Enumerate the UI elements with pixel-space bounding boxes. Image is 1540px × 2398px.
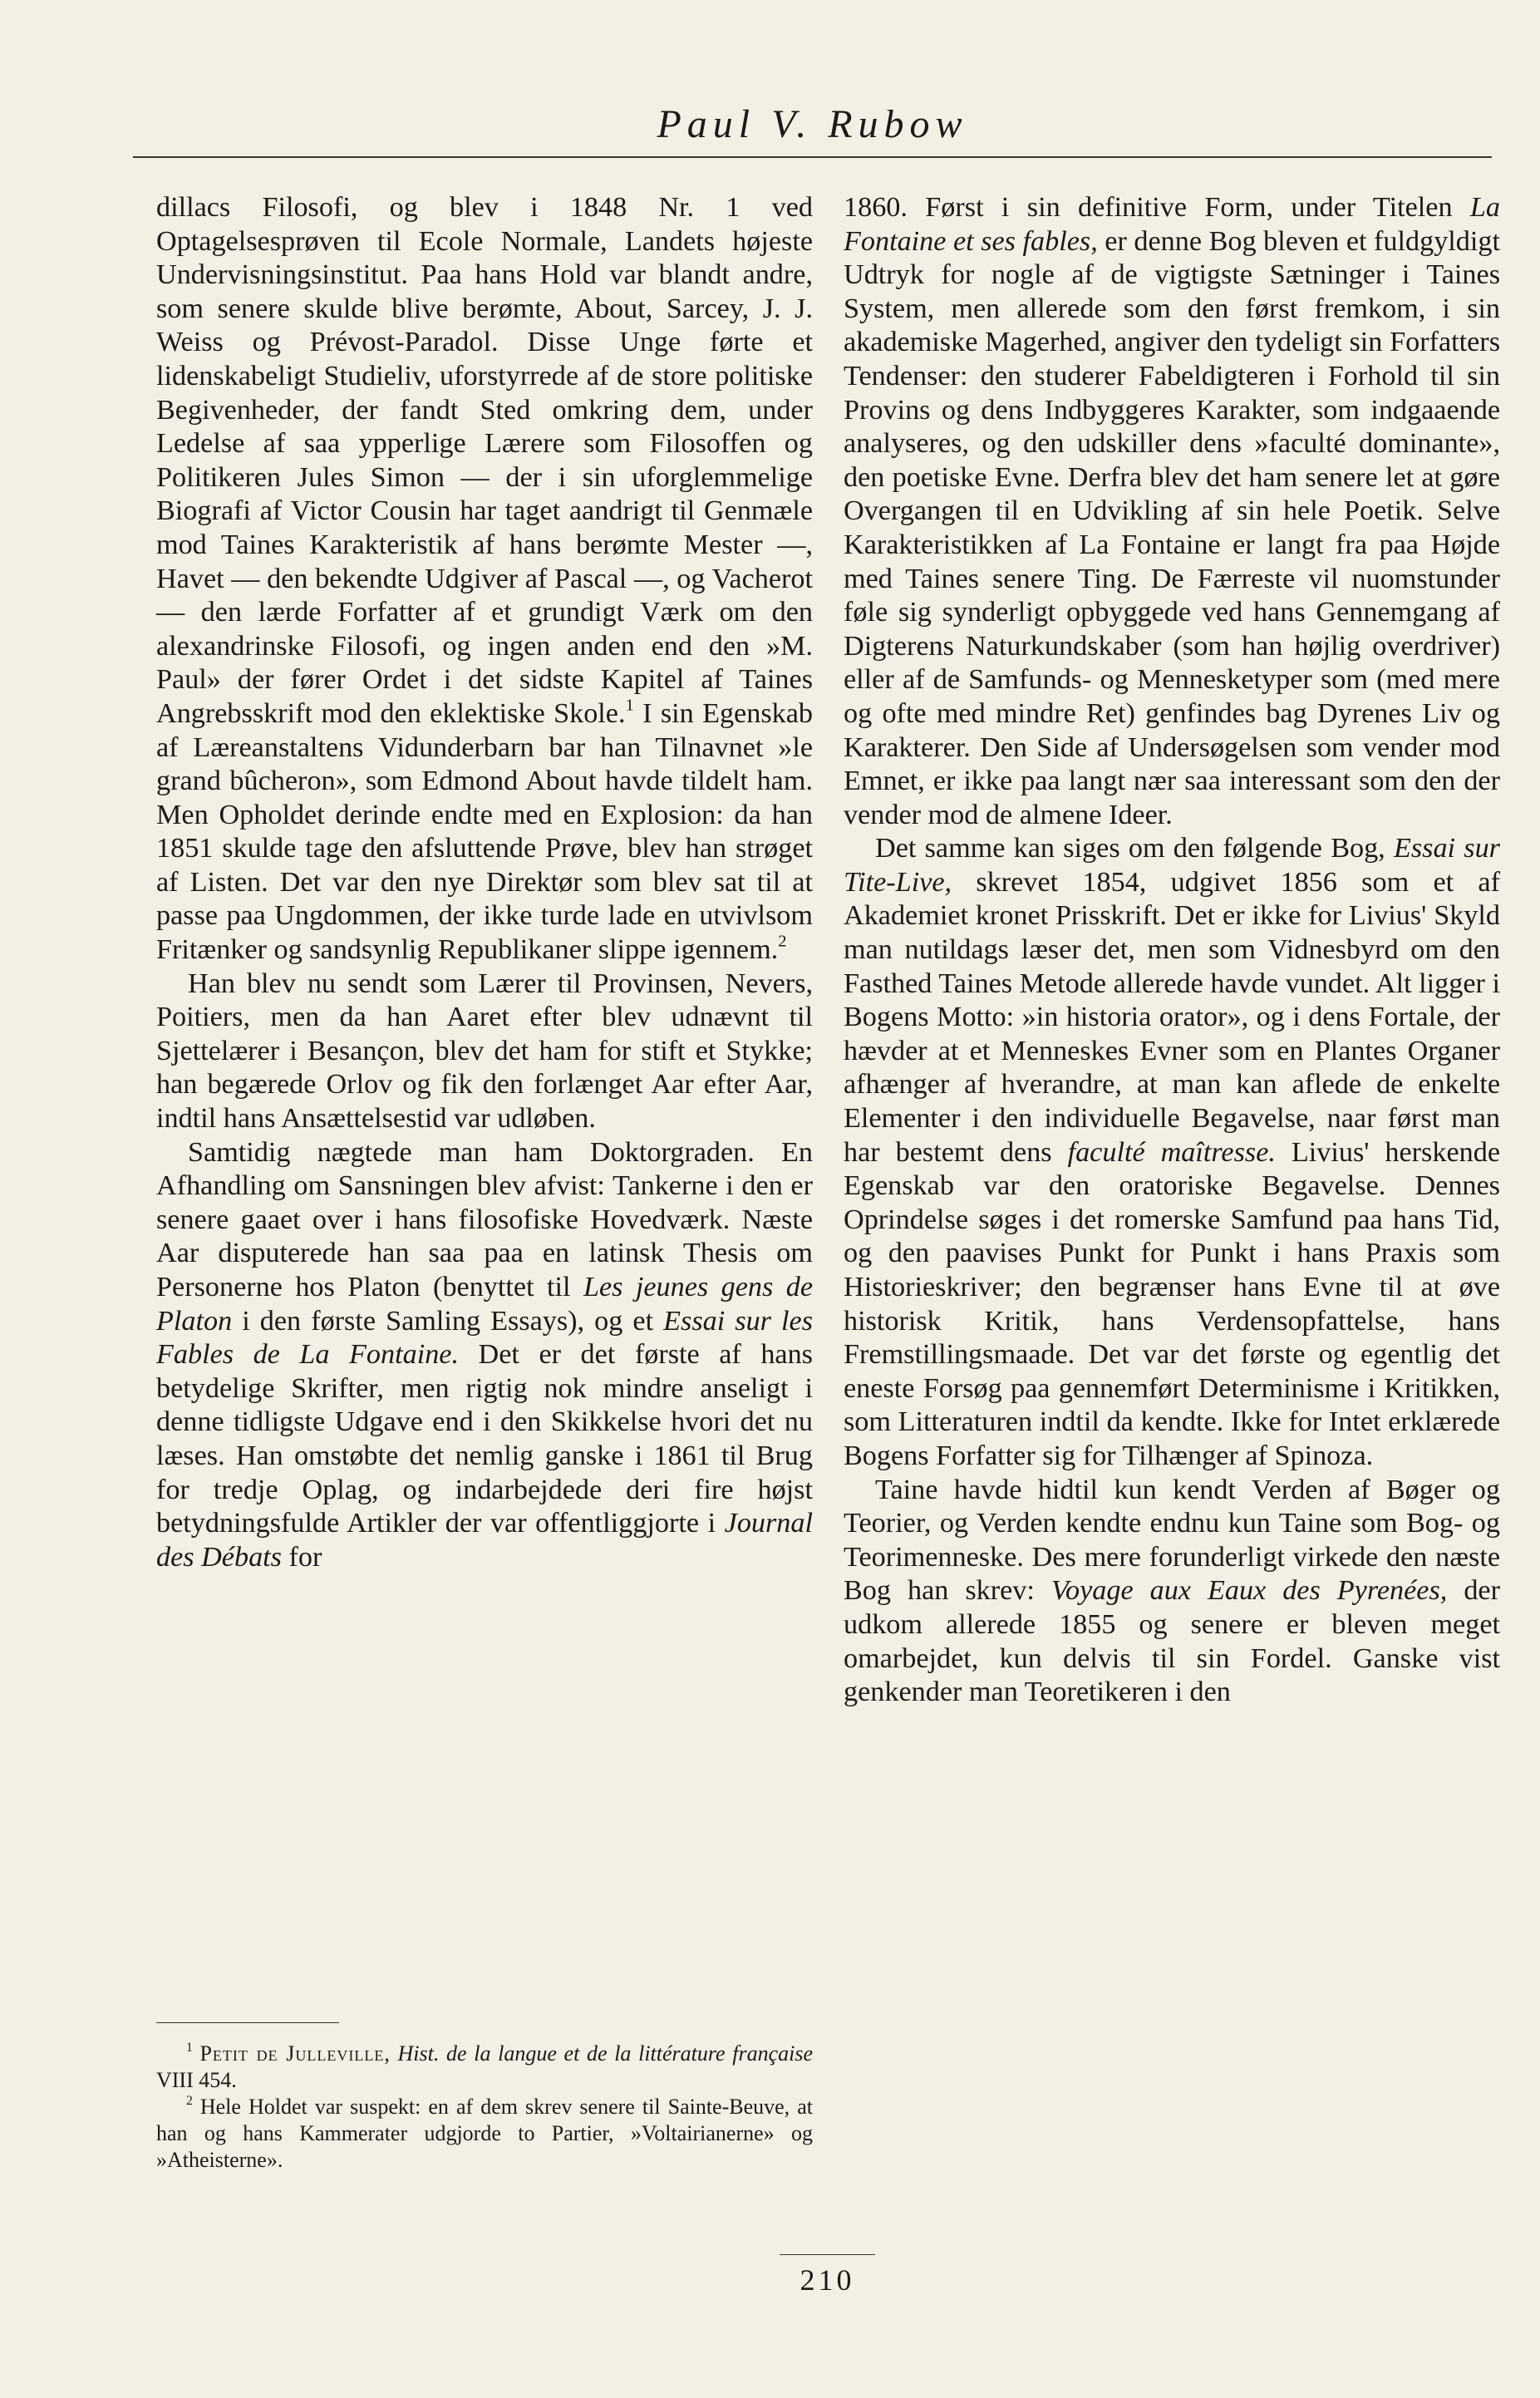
page-number: 210 [800, 2263, 855, 2297]
left-paragraph-3: Samtidig nægtede man ham Doktorgraden. En Afhandling om Sansningen blev afvist: Tankerne i den er senere gaaet over i hans filosofiske Hovedværk. Næste Aar disputerede han saa paa en latinsk Thesis om Personerne hos Platon (benyttet til Les jeunes gens de Platon i den første Samling Essays), og et Essai sur les Fables de La Fontaine. Det er det første af hans betydelige Skrifter, men rigtig nok mindre anseligt i denne tidligste Udgave end i den Skikkelse hvori det nu læses. Han omstøbte det nemlig ganske i 1861 til Brug for tredje Oplag, og indarbejdede deri fire højst betydningsfulde Artikler der var offentliggjorte i Journal des Débats for [156, 1136, 814, 1573]
footnote-1: $^1$ Petit de Julleville, Hist. de la langue et de la littérature française VIII 454. [156, 2041, 813, 2092]
footnote-rule [156, 2022, 339, 2023]
footnote-2: $^2$ Hele Holdet var suspekt: en af dem skrev senere til Sainte-Beuve, at han og hans Kammerater udgjorde to Partier, »Voltairianerne» og »Atheisterne». [156, 2094, 814, 2172]
right-paragraph-1: 1860. Først i sin definitive Form, under Titelen La Fontaine et ses fables, er denne Bog bleven et fuldgyldigt Udtryk for nogle af de vigtigste Sætninger i Taines System, men allerede som den først fremkom, i sin akademiske Magerhed, angiver den tydeligt sin Forfatters Tendenser: den studerer Fabeldigteren i Forhold til sin Provins og dens Indbyggeres Karakter, som indgaaende analyseres, og den udskiller dens »faculté dominante», den poetiske Evne. Derfra blev det ham senere let at gøre Overgangen til en Udvikling af sin hele Poetik. Selve Karakteristikken af La Fontaine er langt fra paa Højde med Taines senere Ting. De Færreste vil nuomstunder føle sig synderligt opbyggede ved hans Gennemgang af Digterens Naturkundskaber (som han højlig overdriver) eller af de Samfunds- og Mennesketyper som (med mere og ofte med mindre Ret) genfindes bag Dyrenes Liv og Karakterer. Den Side af Undersøgelsen som vender mod Emnet, er ikke paa langt nær saa interessant som den der vender mod de almene Ideer. [844, 192, 1500, 830]
left-paragraph-2: Han blev nu sendt som Lærer til Provinsen, Nevers, Poitiers, men da han Aaret efter blev udnævnt til Sjettelærer i Besançon, blev det ham for stift et Stykke; han begærede Orlov og fik den forlænget Aar efter Aar, indtil hans Ansættelsestid var udløben. [156, 968, 813, 1135]
footnotes [156, 2041, 813, 2174]
running-header: Paul V. Rubow [657, 102, 968, 146]
right-paragraph-2: Det samme kan siges om den følgende Bog, Essai sur Tite-Live, skrevet 1854, udgivet 1856 som et af Akademiet kronet Prisskrift. Det er ikke for Livius' Skyld man nutildags læser det, men som Vidnesbyrd om den Fasthed Taines Metode allerede havde vundet. Alt ligger i Bogens Motto: »in historia orator», og i dens Fortale, der hævder at et Menneskes Evner som en Plantes Organer afhænger af hverandre, at man kan aflede de enkelte Elementer i den individuelle Begavelse, naar først man har bestemt dens faculté maîtresse. Livius' herskende Egenskab var den oratoriske Begavelse. Dennes Oprindelse søges i det romerske Samfund paa hans Tid, og den paavises Punkt for Punkt i hans Praxis som Historieskriver; den begrænser hans Evne til at øve historisk Kritik, hans Verdensopfattelse, hans Fremstillingsmaade. Det var det første og egentlig det eneste Forsøg paa gennemført Determinisme i Kritikken, som Litteraturen indtil da kendte. Ikke for Intet erklærede Bogens Forfatter sig for Tilhænger af Spinoza. [844, 833, 1500, 1471]
page-number-rule [780, 2254, 875, 2255]
footnote-ref-2[interactable]: 2 [778, 932, 787, 951]
footnote-ref-1[interactable]: 1 [625, 696, 634, 715]
right-column [844, 191, 1500, 1710]
left-paragraph-1: dillacs Filosofi, og blev i 1848 Nr. 1 ved Optagelsesprøven til Ecole Normale, Landets højeste Undervisningsinstitut. Paa hans Hold var blandt andre, som senere skulde blive berømte, About, Sarcey, J. J. Weiss og Prévost-Paradol. Disse Unge førte et lidenskabeligt Studieliv, uforstyrrede af de store politiske Begivenheder, der fandt Sted omkring dem, under Ledelse af saa ypperlige Lærere som Filosoffen og Politikeren Jules Simon — der i sin uforglemmelige Biografi af Victor Cousin har taget aandrigt til Genmæle mod Taines Karakteristik af hans berømte Mester —, Havet — den bekendte Udgiver af Pascal —, og Vacherot — den lærde Forfatter af et grundigt Værk om den alexandrinske Filosofi, og ingen anden end den »M. Paul» der fører Ordet i det sidste Kapitel af Taines Angrebsskrift mod den eklektiske Skole.$^1$ I sin Egenskab af Læreanstaltens Vidunderbarn bar han Tilnavnet »le grand bûcheron», som Edmond About havde tildelt ham. Men Opholdet derinde endte med en Explosion: da han 1851 skulde tage den afsluttende Prøve, blev han strøget af Listen. Det var den nye Direktør som blev sat til at passe paa Ungdommen, der ikke turde lade en utvivlsom Fritænker og sandsynlig Republikaner slippe igennem.$^2$ [156, 192, 813, 966]
left-column [156, 191, 813, 1574]
right-paragraph-3: Taine havde hidtil kun kendt Verden af Bøger og Teorier, og Verden kendte endnu kun Taine som Bog- og Teorimenneske. Des mere forunderligt virkede den næste Bog han skrev: Voyage aux Eaux des Pyrenées, der udkom allerede 1855 og senere er bleven meget omarbejdet, kun delvis til sin Fordel. Ganske vist genkender man Teoretikeren i den [844, 1474, 1500, 1708]
header-rule [133, 156, 1492, 158]
